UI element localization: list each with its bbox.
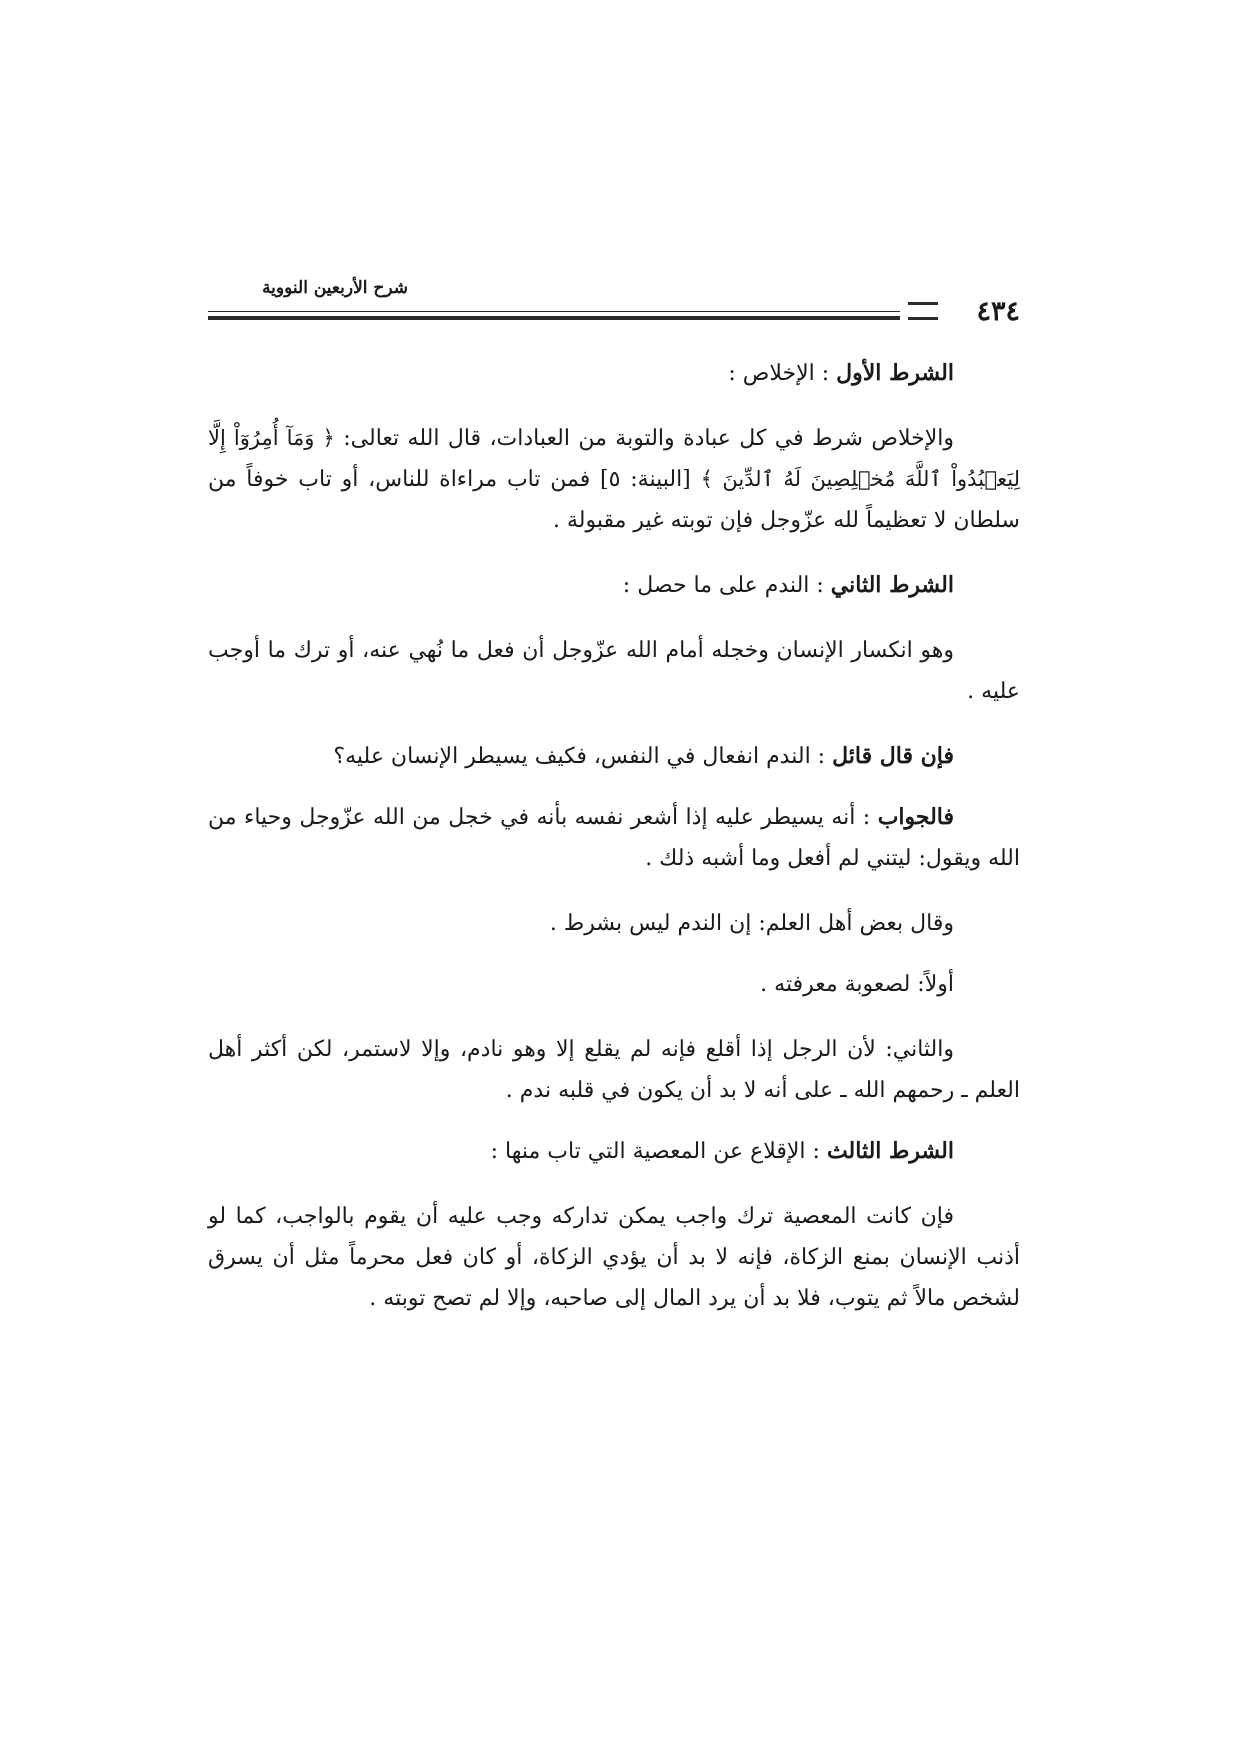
condition-3-label: الشرط الثالث	[826, 1138, 954, 1164]
condition-1-label: الشرط الأول	[836, 360, 954, 386]
question-label: فإن قال قائل	[832, 743, 954, 769]
running-header	[208, 276, 1020, 327]
answer-text: : أنه يسيطر عليه إذا أشعر نفسه بأنه في خجل من الله عزّوجل وحياء من الله ويقول: ليتني لم أفعل وما أشبه ذلك .	[208, 805, 1020, 871]
quran-verse: ﴿ وَمَآ أُمِرُوٓاْ إِلَّا لِيَعۡبُدُواْ ٱللَّهَ مُخۡلِصِينَ لَهُ ٱلدِّينَ ﴾	[208, 426, 1020, 491]
condition-2-label: الشرط الثاني	[830, 572, 954, 598]
question-paragraph	[208, 736, 1020, 777]
first-reason-paragraph: أولاً: لصعوبة معرفته .	[760, 972, 954, 997]
condition-2-heading	[208, 565, 1020, 606]
page-number: ٤٣٤	[976, 296, 1020, 327]
scholars-paragraph: وقال بعض أهل العلم: إن الندم ليس بشرط .	[549, 911, 954, 936]
second-reason-paragraph: والثاني: لأن الرجل إذا أقلع فإنه لم يقلع إلا وهو نادم، وإلا لاستمر، لكن أكثر أهل العلم ـ رحمهم الله ـ على أنه لا بد أن يكون في قلبه ندم .	[208, 1037, 1020, 1103]
header-rule	[208, 316, 900, 320]
header-ornament	[908, 302, 938, 320]
condition-1-paragraph	[208, 418, 1020, 541]
condition-1-text-b: [البينة: ٥] فمن تاب مراءاة للناس، أو تاب خوفاً من سلطان لا تعظيماً لله عزّوجل فإن توبته غير مقبولة .	[208, 467, 1020, 533]
condition-1-text-a: والإخلاص شرط في كل عبادة والتوبة من العبادات، قال الله تعالى:	[343, 426, 955, 451]
question-text: : الندم انفعال في النفس، فكيف يسيطر الإنسان عليه؟	[333, 744, 826, 769]
answer-paragraph	[208, 797, 1020, 879]
header-rule-thin	[208, 311, 900, 312]
book-title: شرح الأربعين النووية	[262, 278, 408, 298]
answer-label: فالجواب	[877, 804, 954, 830]
condition-1-heading	[208, 353, 1020, 394]
condition-2-paragraph: وهو انكسار الإنسان وخجله أمام الله عزّوجل أن فعل ما نُهي عنه، أو ترك ما أوجب عليه .	[208, 638, 1020, 704]
condition-2-title: : الندم على ما حصل :	[622, 573, 824, 598]
condition-1-title: : الإخلاص :	[728, 361, 830, 386]
condition-3-heading	[208, 1131, 1020, 1172]
condition-3-paragraph: فإن كانت المعصية ترك واجب يمكن تداركه وجب عليه أن يقوم بالواجب، كما لو أذنب الإنسان بمنع الزكاة، فإنه لا بد أن يؤدي الزكاة، أو كان فعل محرماً مثل أن يسرق لشخص مالاً ثم يتوب، فلا بد أن يرد المال إلى صاحبه، وإلا لم تصح توبته .	[208, 1204, 1020, 1311]
page-body	[208, 353, 1020, 1343]
condition-3-title: : الإقلاع عن المعصية التي تاب منها :	[490, 1139, 820, 1164]
